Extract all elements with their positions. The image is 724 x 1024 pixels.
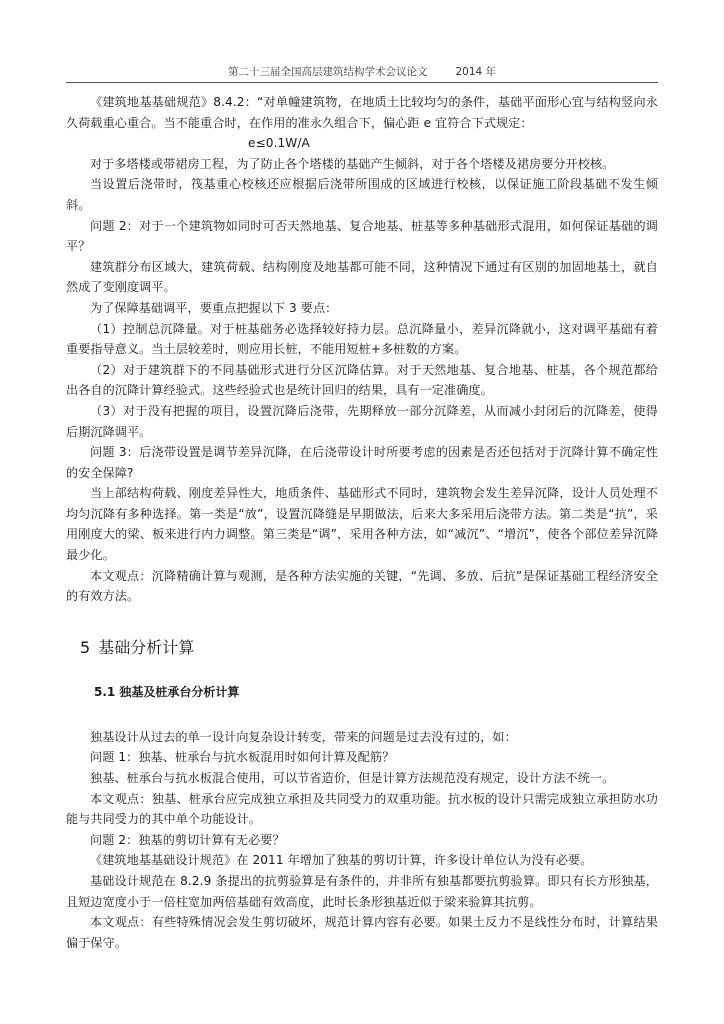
list-item: （3）对于没有把握的项目，设置沉降后浇带，先期释放一部分沉降差，从而减小封闭后的沉降差，使得后期沉降调平。 bbox=[66, 403, 658, 439]
formula: e≤0.1W/A bbox=[248, 136, 310, 151]
section-number: 5 bbox=[80, 637, 91, 657]
paragraph: 独基设计从过去的单一设计向复杂设计转变，带来的问题是过去没有过的，如： bbox=[90, 729, 517, 744]
question-paragraph: 问题 1：独基、桩承台与抗水板混用时如何计算及配筋？ bbox=[90, 750, 395, 765]
list-item: （2）对于建筑群下的不同基础形式进行分区沉降估算。对于天然地基、复合地基、桩基，各个规范都给出各自的沉降计算经验式。这些经验式也是统计回归的结果，具有一定准确度。 bbox=[66, 362, 658, 398]
question-paragraph: 问题 2：对于一个建筑物如同时可否天然地基、复合地基、桩基等多种基础形式混用，如何保证基础的调平？ bbox=[66, 218, 658, 254]
paragraph: 《建筑地基基础设计规范》在 2011 年增加了独基的剪切计算，许多设计单位认为没有必要。 bbox=[90, 853, 593, 868]
paragraph: 独基、桩承台与抗水板混合使用，可以节省造价，但是计算方法规范没有规定，设计方法不统一。 bbox=[90, 771, 615, 786]
paragraph: 《建筑地基基础规范》8.4.2：“对单幢建筑物，在地质土比较均匀的条件，基础平面形心宜与结构竖向永久荷载重心重合。当不能重合时，在作用的准永久组合下，偏心距 e 宜符合下式规定： bbox=[66, 95, 658, 130]
paragraph: 基础设计规范在 8.2.9 条提出的抗剪验算是有条件的，并非所有独基都要抗剪验算。即只有长方形独基，且短边宽度小于一倍柱宽加两倍基础有效高度，此时长条形独基近似于梁来验算其抗剪。 bbox=[66, 874, 658, 909]
question-paragraph: 问题 3：后浇带设置是调节差异沉降，在后浇带设计时所要考虑的因素是否还包括对于沉降计算不确定性的安全保障? bbox=[66, 445, 658, 480]
paragraph: 建筑群分布区域大，建筑荷载、结构刚度及地基都可能不同，这种情况下通过有区别的加固地基土，就自然成了变刚度调平。 bbox=[66, 259, 658, 295]
paragraph: 当设置后浇带时，筏基重心校核还应根据后浇带所围成的区域进行校核，以保证施工阶段基础不发生倾斜。 bbox=[66, 177, 658, 212]
list-item: （1）控制总沉降量。对于桩基础务必选择较好持力层。总沉降量小，差异沉降就小，这对调平基础有着重要指导意义。当土层较差时，则应用长桩，不能用短桩+多桩数的方案。 bbox=[66, 321, 658, 357]
subsection-heading: 5.1 独基及桩承台分析计算 bbox=[94, 684, 240, 699]
paragraph: 本文观点：独基、桩承台应完成独立承担及共同受力的双重功能。抗水板的设计只需完成独立承担防水功能与共同受力的其中单个功能设计。 bbox=[66, 791, 658, 827]
paragraph: 本文观点：有些特殊情况会发生剪切破坏，规范计算内容有必要。如果土反力不是线性分布时，计算结果偏于保守。 bbox=[66, 915, 658, 950]
page-header bbox=[66, 64, 658, 83]
paragraph: 对于多塔楼或带裙房工程，为了防止各个塔楼的基础产生倾斜，对于各个塔楼及裙房要分开校核。 bbox=[90, 156, 615, 171]
paragraph: 本文观点：沉降精确计算与观测，是各种方法实施的关键，“先调、多放、后抗”是保证基础工程经济安全的有效方法。 bbox=[66, 568, 658, 604]
paragraph: 为了保障基础调平，要重点把握以下 3 要点： bbox=[90, 300, 338, 315]
paragraph: 当上部结构荷载、刚度差异性大，地质条件、基础形式不同时，建筑物会发生差异沉降，设计人员处理不均匀沉降有多种选择。第一类是“放”，设置沉降缝是早期做法，后来大多采用后浇带方法。第二类是“抗”，采用刚度大的梁、板来进行内力调整。第三类是“调”，采用各种方法，如“减沉”、“增沉”，使各个部位差异沉降最少化。 bbox=[66, 486, 658, 563]
page-content bbox=[66, 92, 658, 953]
header-year: 2014 年 bbox=[455, 66, 497, 78]
section-heading bbox=[80, 637, 658, 659]
header-title: 第二十三届全国高层建筑结构学术会议论文 bbox=[227, 66, 428, 78]
question-paragraph: 问题 2：独基的剪切计算有无必要？ bbox=[90, 832, 285, 847]
section-title: 基础分析计算 bbox=[98, 637, 195, 657]
